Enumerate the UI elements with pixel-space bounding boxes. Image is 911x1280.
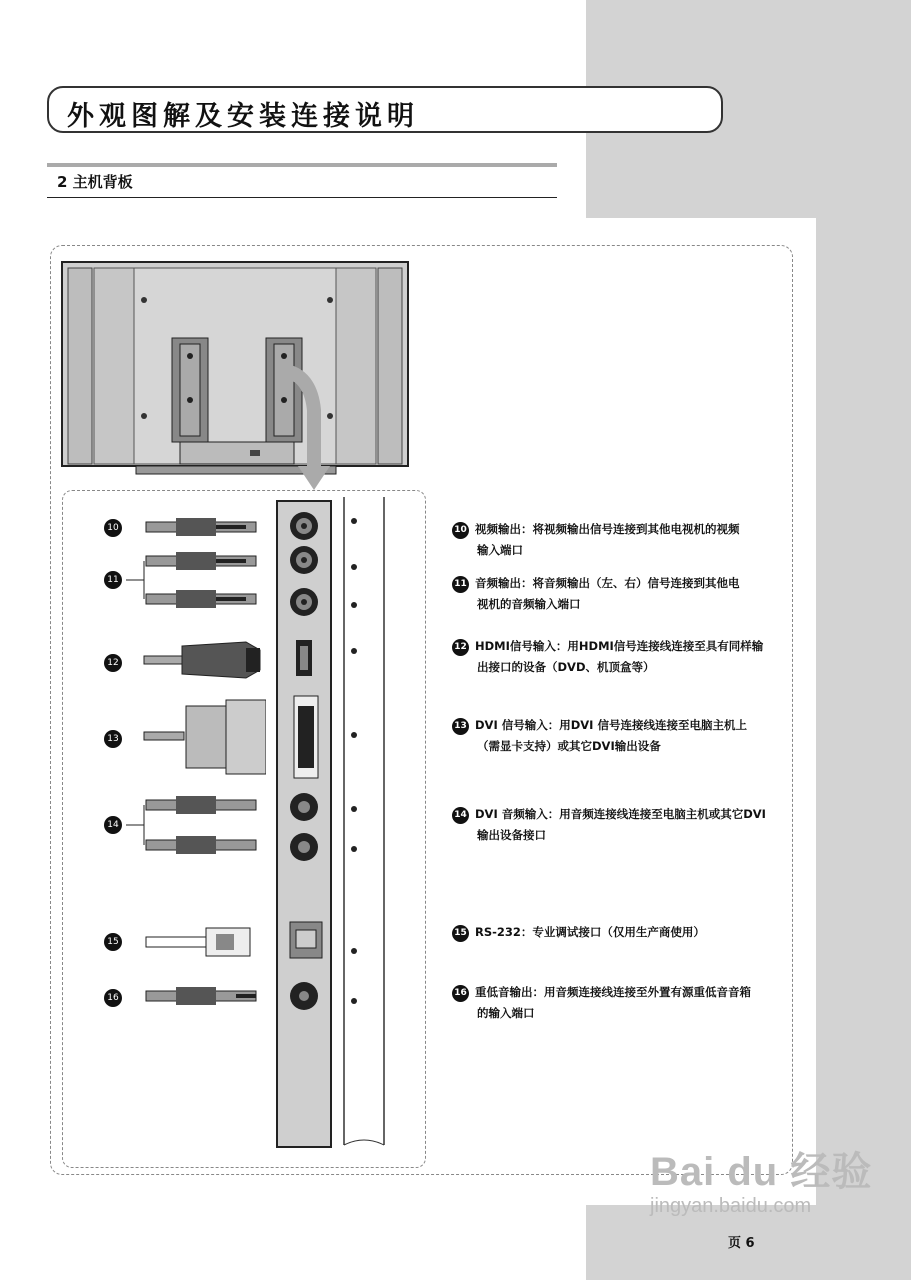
tv-back-illustration [60, 260, 412, 492]
subwoofer-jack [290, 982, 318, 1010]
callout-15: 15 [104, 933, 122, 951]
description-14: 14 DVI 音频输入：用音频连接线连接至电脑主机或其它DVI 输出设备接口 [452, 804, 792, 846]
callout-13: 13 [104, 730, 122, 748]
hdmi-cable [144, 642, 260, 678]
section-heading: 2 主机背板 [57, 173, 133, 191]
audio-out-jack-r [290, 588, 318, 616]
watermark-url: jingyan.baidu.com [650, 1195, 812, 1217]
section-rule-bottom [47, 197, 557, 198]
baidu-watermark [650, 1140, 872, 1218]
callout-14: 14 [104, 816, 122, 834]
rear-port-panel [276, 500, 332, 1150]
rca-cable-dvi-audio-l [146, 796, 256, 814]
page-title: 外观图解及安装连接说明 [67, 101, 419, 132]
dvi-audio-jack-l [290, 793, 318, 821]
dvi-port [294, 696, 318, 778]
rs232-port [290, 922, 322, 958]
rca-cable-video [146, 518, 256, 536]
rca-cable-audio-r [146, 590, 256, 608]
description-10: 10 视频输出：将视频输出信号连接到其他电视机的视频 输入端口 [452, 519, 792, 561]
description-11: 11 音频输出：将音频输出（左、右）信号连接到其他电 视机的音频输入端口 [452, 573, 792, 615]
video-out-jack [290, 512, 318, 540]
callout-12: 12 [104, 654, 122, 672]
title-box [47, 86, 723, 133]
callout-16: 16 [104, 989, 122, 1007]
description-15: 15 RS-232：专业调试接口（仅用生产商使用） [452, 922, 792, 943]
rca-cable-subwoofer [146, 987, 256, 1005]
rs232-cable [146, 928, 250, 956]
callout-10: 10 [104, 519, 122, 537]
gray-band-right [816, 0, 911, 1205]
description-12: 12 HDMI信号输入：用HDMI信号连接线连接至具有同样输 出接口的设备（DVD、机顶盒等） [452, 636, 792, 678]
dvi-audio-jack-r [290, 833, 318, 861]
description-13: 13 DVI 信号输入：用DVI 信号连接线连接至电脑主机上 （需显卡支持）或其它DVI输出设备 [452, 715, 792, 757]
audio-out-jack-l [290, 546, 318, 574]
port-label-strip [340, 495, 390, 1149]
dvi-cable [144, 700, 266, 774]
rca-cable-audio-l [146, 552, 256, 570]
watermark-logo: Bai du 经验 [650, 1150, 873, 1194]
hdmi-port [296, 640, 312, 676]
section-rule-top [47, 163, 557, 167]
rca-cable-dvi-audio-r [146, 836, 256, 854]
page-number: 页 6 [728, 1236, 755, 1251]
cable-illustrations [96, 510, 266, 1010]
description-16: 16 重低音输出：用音频连接线连接至外置有源重低音音箱 的输入端口 [452, 982, 792, 1024]
callout-11: 11 [104, 571, 122, 589]
